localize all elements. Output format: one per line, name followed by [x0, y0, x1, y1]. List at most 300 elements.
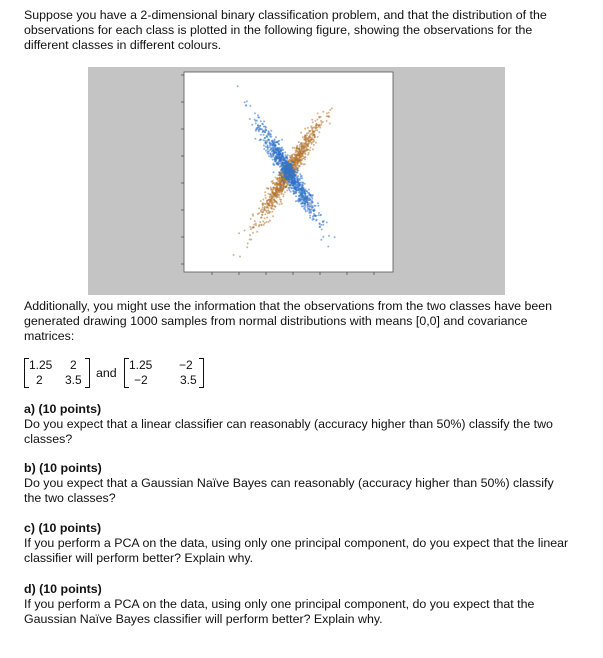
blue-point [308, 197, 310, 199]
blue-point [305, 205, 307, 207]
orange-point [252, 215, 254, 217]
matrix-1-cell: 2 [70, 358, 77, 372]
blue-point [260, 134, 262, 136]
question-a [24, 402, 572, 447]
blue-point [257, 114, 259, 116]
orange-point [283, 178, 285, 180]
orange-point [279, 203, 281, 205]
orange-point [264, 213, 266, 215]
orange-point [292, 147, 294, 149]
blue-point [298, 192, 300, 194]
blue-point [264, 128, 266, 130]
blue-point [259, 128, 261, 130]
orange-point [304, 136, 306, 138]
blue-point [294, 178, 296, 180]
orange-point [271, 208, 273, 210]
blue-point [318, 212, 320, 214]
orange-point [294, 162, 296, 164]
orange-point [311, 143, 313, 145]
blue-point [267, 145, 269, 147]
blue-point [292, 182, 294, 184]
blue-point [260, 120, 262, 122]
orange-point [309, 147, 311, 149]
blue-point [310, 194, 312, 196]
question-c-heading: c) (10 points) [24, 521, 102, 535]
blue-point [311, 209, 313, 211]
orange-point [304, 152, 306, 154]
blue-point [254, 112, 256, 114]
orange-point [238, 232, 240, 234]
blue-point [298, 177, 300, 179]
orange-point [299, 162, 301, 164]
blue-point [296, 181, 298, 183]
blue-point [303, 188, 305, 190]
question-b-text: Do you expect that a Gaussian Naïve Bayes can reasonably (accuracy higher than 50%) classify the two classes? [24, 476, 554, 505]
blue-point [289, 167, 291, 169]
orange-point [291, 154, 293, 156]
orange-point [267, 193, 269, 195]
blue-point [246, 100, 248, 102]
orange-point [297, 154, 299, 156]
blue-point [292, 184, 294, 186]
blue-point [272, 150, 274, 152]
orange-point [270, 189, 272, 191]
blue-point [305, 210, 307, 212]
blue-point [257, 124, 259, 126]
blue-point [266, 136, 268, 138]
blue-point [282, 180, 284, 182]
blue-point [286, 156, 288, 158]
orange-point [252, 232, 254, 234]
blue-point [292, 161, 294, 163]
blue-point [317, 205, 319, 207]
blue-point [293, 193, 295, 195]
orange-point [313, 144, 315, 146]
blue-point [312, 194, 314, 196]
orange-point [301, 145, 303, 147]
orange-point [316, 119, 318, 121]
blue-point [300, 175, 302, 177]
orange-point [267, 209, 269, 211]
orange-point [307, 145, 309, 147]
blue-point [270, 148, 272, 150]
blue-point [301, 190, 303, 192]
orange-point [278, 196, 280, 198]
blue-point [268, 155, 270, 157]
blue-point [322, 221, 324, 223]
blue-point [284, 177, 286, 179]
orange-point [286, 190, 288, 192]
orange-point [276, 202, 278, 204]
blue-point [303, 208, 305, 210]
question-b-heading: b) (10 points) [24, 461, 102, 475]
orange-point [326, 120, 328, 122]
orange-point [270, 196, 272, 198]
orange-point [289, 157, 291, 159]
blue-point [315, 205, 317, 207]
orange-point [239, 256, 241, 258]
orange-point [253, 224, 255, 226]
blue-point [275, 141, 277, 143]
blue-point [269, 136, 271, 138]
blue-point [299, 173, 301, 175]
additional-paragraph: Additionally, you might use the information that the observations from the two classes have been generated drawing 1000 samples from normal distributions with means [0,0] and covariance matrices: [24, 299, 553, 343]
orange-point [303, 138, 305, 140]
orange-point [302, 136, 304, 138]
blue-point [286, 172, 288, 174]
orange-point [297, 152, 299, 154]
orange-point [317, 136, 319, 138]
orange-point [262, 199, 264, 201]
blue-point [304, 183, 306, 185]
orange-point [311, 133, 313, 135]
and-word: and [96, 366, 117, 380]
orange-point [268, 198, 270, 200]
orange-point [273, 205, 275, 207]
blue-point [282, 152, 284, 154]
blue-point [297, 169, 299, 171]
blue-point [284, 162, 286, 164]
orange-point [278, 181, 280, 183]
blue-point [290, 191, 292, 193]
blue-point [275, 160, 277, 162]
orange-point [315, 142, 317, 144]
blue-point [264, 131, 266, 133]
orange-point [275, 177, 277, 179]
blue-point [291, 181, 293, 183]
blue-point [285, 170, 287, 172]
blue-point [255, 130, 257, 132]
blue-point [317, 214, 319, 216]
orange-point [252, 226, 254, 228]
orange-point [289, 155, 291, 157]
blue-point [284, 152, 286, 154]
orange-point [267, 188, 269, 190]
orange-point [312, 121, 314, 123]
blue-point [319, 223, 321, 225]
orange-point [272, 196, 274, 198]
blue-point [288, 183, 290, 185]
blue-point [298, 197, 300, 199]
blue-point [273, 148, 275, 150]
blue-point [273, 154, 275, 156]
blue-point [295, 175, 297, 177]
orange-point [318, 131, 320, 133]
orange-point [265, 221, 267, 223]
orange-point [308, 140, 310, 142]
blue-point [299, 199, 301, 201]
blue-point [284, 174, 286, 176]
orange-point [310, 125, 312, 127]
blue-point [282, 159, 284, 161]
orange-point [280, 201, 282, 203]
orange-point [284, 191, 286, 193]
blue-point [304, 192, 306, 194]
blue-point [278, 158, 280, 160]
blue-point [311, 200, 313, 202]
orange-point [261, 214, 263, 216]
blue-point [251, 124, 253, 126]
orange-point [308, 152, 310, 154]
blue-point [280, 165, 282, 167]
orange-point [302, 155, 304, 157]
matrix-2-cell: 3.5 [180, 373, 197, 387]
question-c-text: If you perform a PCA on the data, using only one principal component, do you expect that the linear classifier will perform better? Explain why. [24, 536, 569, 565]
orange-point [290, 160, 292, 162]
orange-point [298, 165, 300, 167]
blue-point [278, 143, 280, 145]
orange-point [250, 218, 252, 220]
orange-point [247, 243, 249, 245]
blue-point [272, 140, 274, 142]
orange-point [264, 207, 266, 209]
blue-point [300, 184, 302, 186]
blue-point [309, 208, 311, 210]
orange-point [282, 193, 284, 195]
orange-point [271, 211, 273, 213]
orange-point [264, 209, 266, 211]
covariance-matrices [24, 357, 324, 389]
blue-point [327, 246, 329, 248]
orange-point [316, 129, 318, 131]
orange-point [312, 148, 314, 150]
blue-point [296, 171, 298, 173]
orange-point [298, 141, 300, 143]
blue-point [263, 148, 265, 150]
blue-point [289, 187, 291, 189]
orange-point [300, 153, 302, 155]
blue-point [265, 150, 267, 152]
blue-point [295, 200, 297, 202]
blue-point [303, 202, 305, 204]
blue-point [310, 205, 312, 207]
blue-point [283, 182, 285, 184]
scatter-figure [88, 67, 505, 295]
blue-point [310, 203, 312, 205]
orange-point [300, 132, 302, 134]
orange-point [280, 181, 282, 183]
blue-point [244, 101, 246, 103]
orange-point [299, 144, 301, 146]
orange-point [270, 187, 272, 189]
blue-point [289, 163, 291, 165]
orange-point [305, 149, 307, 151]
blue-point [270, 154, 272, 156]
blue-point [255, 122, 257, 124]
orange-point [317, 127, 319, 129]
blue-point [263, 120, 265, 122]
orange-point [264, 203, 266, 205]
orange-point [281, 203, 283, 205]
blue-point [290, 172, 292, 174]
orange-point [249, 234, 251, 236]
blue-point [261, 128, 263, 130]
orange-point [258, 207, 260, 209]
blue-point [294, 186, 296, 188]
intro-paragraph: Suppose you have a 2-dimensional binary classification problem, and that the distribution of the observations for each class is plotted in the following figure, showing the observations for the different classes in different colours. [24, 8, 547, 52]
orange-point [304, 159, 306, 161]
orange-point [299, 148, 301, 150]
orange-point [260, 200, 262, 202]
blue-point [276, 153, 278, 155]
orange-point [327, 116, 329, 118]
blue-point [285, 154, 287, 156]
blue-point [277, 162, 279, 164]
blue-point [302, 195, 304, 197]
blue-point [309, 217, 311, 219]
blue-point [302, 182, 304, 184]
orange-point [277, 191, 279, 193]
orange-point [246, 246, 248, 248]
blue-point [295, 189, 297, 191]
blue-point [311, 198, 313, 200]
question-d [24, 582, 572, 627]
blue-point [297, 184, 299, 186]
orange-point [266, 207, 268, 209]
orange-point [272, 215, 274, 217]
blue-point [255, 120, 257, 122]
scatter-plot [88, 67, 505, 295]
blue-point [249, 105, 251, 107]
blue-point [286, 174, 288, 176]
blue-point [275, 158, 277, 160]
orange-point [271, 203, 273, 205]
blue-point [291, 174, 293, 176]
orange-point [280, 199, 282, 201]
question-a-heading: a) (10 points) [24, 402, 102, 416]
blue-point [334, 236, 336, 238]
orange-point [303, 145, 305, 147]
blue-point [286, 179, 288, 181]
orange-point [317, 112, 319, 114]
blue-point [312, 217, 314, 219]
orange-point [319, 127, 321, 129]
orange-point [299, 159, 301, 161]
blue-point [301, 186, 303, 188]
orange-point [294, 147, 296, 149]
orange-point [313, 126, 315, 128]
blue-point [322, 236, 324, 238]
orange-point [311, 119, 313, 121]
blue-point [264, 137, 266, 139]
blue-point [279, 186, 281, 188]
matrix-1-cell: 2 [36, 373, 43, 387]
blue-point [275, 136, 277, 138]
question-d-text: If you perform a PCA on the data, using only one principal component, do you expect that the Gaussian Naïve Bayes classifier will perform better? Explain why. [24, 597, 535, 626]
matrix-2-cell: −2 [134, 373, 148, 387]
blue-point [319, 226, 321, 228]
blue-point [286, 165, 288, 167]
orange-point [277, 178, 279, 180]
blue-point [267, 133, 269, 135]
blue-point [309, 215, 311, 217]
matrix-1-cell: 3.5 [65, 373, 82, 387]
matrix-2-cell: 1.25 [129, 358, 153, 372]
blue-point [277, 140, 279, 142]
orange-point [259, 221, 261, 223]
blue-point [293, 191, 295, 193]
blue-point [293, 170, 295, 172]
orange-point [271, 191, 273, 193]
orange-point [272, 187, 274, 189]
blue-point [264, 141, 266, 143]
blue-point [288, 178, 290, 180]
blue-point [285, 186, 287, 188]
orange-point [282, 195, 284, 197]
blue-point [326, 221, 328, 223]
blue-point [269, 133, 271, 135]
orange-point [316, 123, 318, 125]
blue-point [276, 147, 278, 149]
blue-point [258, 117, 260, 119]
blue-point [256, 127, 258, 129]
orange-point [269, 220, 271, 222]
blue-point [313, 210, 315, 212]
orange-point [262, 211, 264, 213]
blue-point [268, 151, 270, 153]
orange-point [249, 226, 251, 228]
orange-point [306, 139, 308, 141]
orange-point [306, 132, 308, 134]
orange-point [275, 188, 277, 190]
orange-point [326, 112, 328, 114]
orange-point [283, 185, 285, 187]
orange-point [331, 107, 333, 109]
blue-point [275, 150, 277, 152]
orange-point [279, 189, 281, 191]
orange-point [256, 231, 258, 233]
orange-point [318, 117, 320, 119]
blue-point [276, 152, 278, 154]
blue-point [317, 202, 319, 204]
question-d-heading: d) (10 points) [24, 582, 102, 596]
blue-point [259, 125, 261, 127]
orange-point [314, 120, 316, 122]
blue-point [274, 144, 276, 146]
orange-point [271, 181, 273, 183]
orange-point [257, 213, 259, 215]
orange-point [283, 189, 285, 191]
orange-point [266, 200, 268, 202]
blue-point [284, 167, 286, 169]
orange-point [260, 211, 262, 213]
blue-point [237, 85, 239, 87]
orange-point [276, 196, 278, 198]
blue-point [294, 183, 296, 185]
blue-point [272, 159, 274, 161]
blue-point [271, 144, 273, 146]
orange-point [313, 134, 315, 136]
orange-point [274, 183, 276, 185]
orange-point [308, 136, 310, 138]
orange-point [261, 216, 263, 218]
orange-point [264, 194, 266, 196]
orange-point [250, 228, 252, 230]
blue-point [307, 210, 309, 212]
orange-point [262, 220, 264, 222]
question-a-text: Do you expect that a linear classifier can reasonably (accuracy higher than 50%) classify the two classes? [24, 417, 553, 446]
blue-point [263, 145, 265, 147]
orange-point [304, 128, 306, 130]
blue-point [296, 177, 298, 179]
blue-point [281, 156, 283, 158]
orange-point [262, 204, 264, 206]
blue-point [273, 164, 275, 166]
blue-point [278, 171, 280, 173]
orange-point [329, 123, 331, 125]
blue-point [308, 189, 310, 191]
orange-point [279, 178, 281, 180]
